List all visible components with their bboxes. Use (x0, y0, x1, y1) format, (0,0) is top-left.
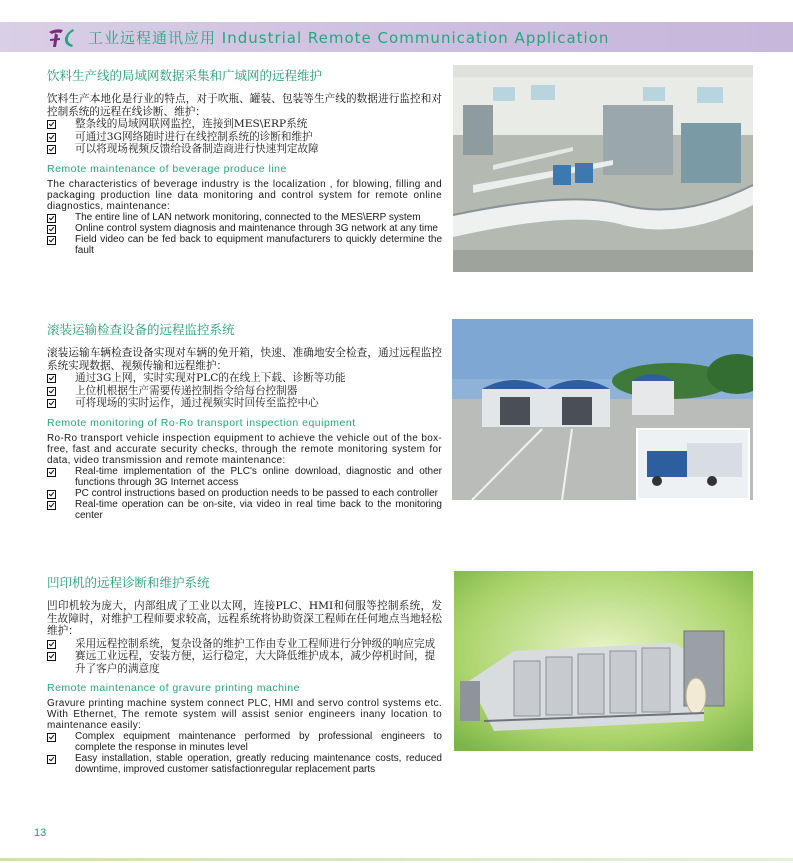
list-item: Real-time implementation of the PLC's online download, diagnostic and other functions through 3G Internet access (47, 466, 442, 488)
bullet-list-en (47, 731, 442, 775)
list-item: Complex equipment maintenance performed by professional engineers to complete the response in minutes level (47, 731, 442, 753)
checkbox-icon (47, 399, 56, 408)
list-item: Online control system diagnosis and maintenance through 3G network at any time (47, 223, 442, 234)
section-roro (47, 320, 442, 521)
list-item: PC control instructions based on production needs to be passed to each controller (47, 488, 442, 499)
section-title-en: Remote maintenance of beverage produce line (47, 162, 287, 175)
bullet-list-en (47, 466, 442, 521)
checkbox-icon (47, 374, 56, 383)
list-item: The entire line of LAN network monitoring, connected to the MES\ERP system (47, 212, 442, 223)
section-body-en: Gravure printing machine system connect PLC, HMI and servo control systems etc. With Ethernet, The remote system will assist senior engineers inany location to maintenance easily: (47, 698, 442, 731)
bullet-list-zh (47, 638, 442, 676)
checkbox-icon (47, 640, 56, 649)
checkbox-icon (47, 225, 56, 234)
checkbox-icon (47, 468, 56, 477)
company-logo (46, 26, 80, 50)
checkbox-icon (47, 387, 56, 396)
section-body-zh: 凹印机较为庞大，内部组成了工业以太网，连接PLC、HMI和伺服等控制系统，发生故障时，对维护工程师要求较高，远程系统将协助资深工程师在任何地点当地轻松维护： (47, 600, 442, 637)
bullet-list-zh (47, 372, 442, 410)
gravure-machine-photo (454, 571, 753, 751)
list-item: 可通过3G网络随时进行在线控制系统的诊断和维护 (47, 131, 442, 144)
beverage-line-photo (453, 65, 753, 272)
section-gravure (47, 573, 442, 775)
section-body-en: The characteristics of beverage industry is the localization , for blowing, filling and packaging production line data monitoring and control system for remote online diagnostics, maintenance: (47, 178, 442, 212)
list-item: Field video can be fed back to equipment manufacturers to quickly determine the fault (47, 234, 442, 256)
checkbox-icon (47, 490, 56, 499)
checkbox-icon (47, 133, 56, 142)
roro-inspection-photo (452, 319, 753, 500)
section-title-zh: 凹印机的远程诊断和维护系统 (47, 575, 210, 590)
list-item: 上位机根据生产需要传递控制指令给每台控制器 (47, 385, 442, 398)
list-item: Real-time operation can be on-site, via video in real time back to the monitoring center (47, 499, 442, 521)
checkbox-icon (47, 145, 56, 154)
checkbox-icon (47, 652, 56, 661)
section-title-zh: 饮料生产线的局域网数据采集和广域网的远程维护 (47, 68, 323, 83)
list-item: 采用远程控制系统，复杂设备的维护工作由专业工程师进行分钟级的响应完成 (47, 638, 442, 651)
checkbox-icon (47, 120, 56, 129)
section-body-en: Ro-Ro transport vehicle inspection equipment to achieve the vehicle out of the box-free, fast and accurate security checks, through the remote monitoring system for data, video transmission and remote maintenance: (47, 432, 442, 466)
section-body-zh: 滚装运输车辆检查设备实现对车辆的免开箱，快速、准确地安全检查，通过远程监控系统实现数据、视频传输和远程维护： (47, 347, 442, 372)
footer-line (0, 858, 793, 861)
list-item: 整条线的局域网联网监控，连接到MES\ERP系统 (47, 118, 442, 131)
section-body-zh: 饮料生产本地化是行业的特点，对于吹瓶、罐装、包装等生产线的数据进行监控和对控制系统的远程在线诊断、维护： (47, 93, 442, 118)
checkbox-icon (47, 501, 56, 510)
list-item: Easy installation, stable operation, greatly reducing maintenance costs, reduced downtime, improved customer satisfactionregular replacement parts (47, 753, 442, 775)
section-title-en: Remote maintenance of gravure printing machine (47, 682, 300, 694)
bullet-list-zh (47, 118, 442, 156)
list-item: 可将现场的实时运作，通过视频实时回传至监控中心 (47, 397, 442, 410)
list-item: 赛远工业远程，安装方便，运行稳定，大大降低维护成本，减少停机时间，提升了客户的满意度 (47, 650, 442, 675)
checkbox-icon (47, 214, 56, 223)
list-item: 通过3G上网，实时实现对PLC的在线上下载、诊断等功能 (47, 372, 442, 385)
page-number: 13 (34, 827, 47, 839)
section-title-en: Remote monitoring of Ro-Ro transport inspection equipment (47, 416, 356, 429)
bullet-list-en (47, 212, 442, 256)
checkbox-icon (47, 236, 56, 245)
header-title: 工业远程通讯应用 Industrial Remote Communication Application (88, 29, 610, 47)
list-item: 可以将现场视频反馈给设备制造商进行快速判定故障 (47, 143, 442, 156)
section-beverage (47, 66, 442, 256)
section-title-zh: 滚装运输检查设备的远程监控系统 (47, 322, 235, 337)
checkbox-icon (47, 733, 56, 742)
checkbox-icon (47, 755, 56, 764)
